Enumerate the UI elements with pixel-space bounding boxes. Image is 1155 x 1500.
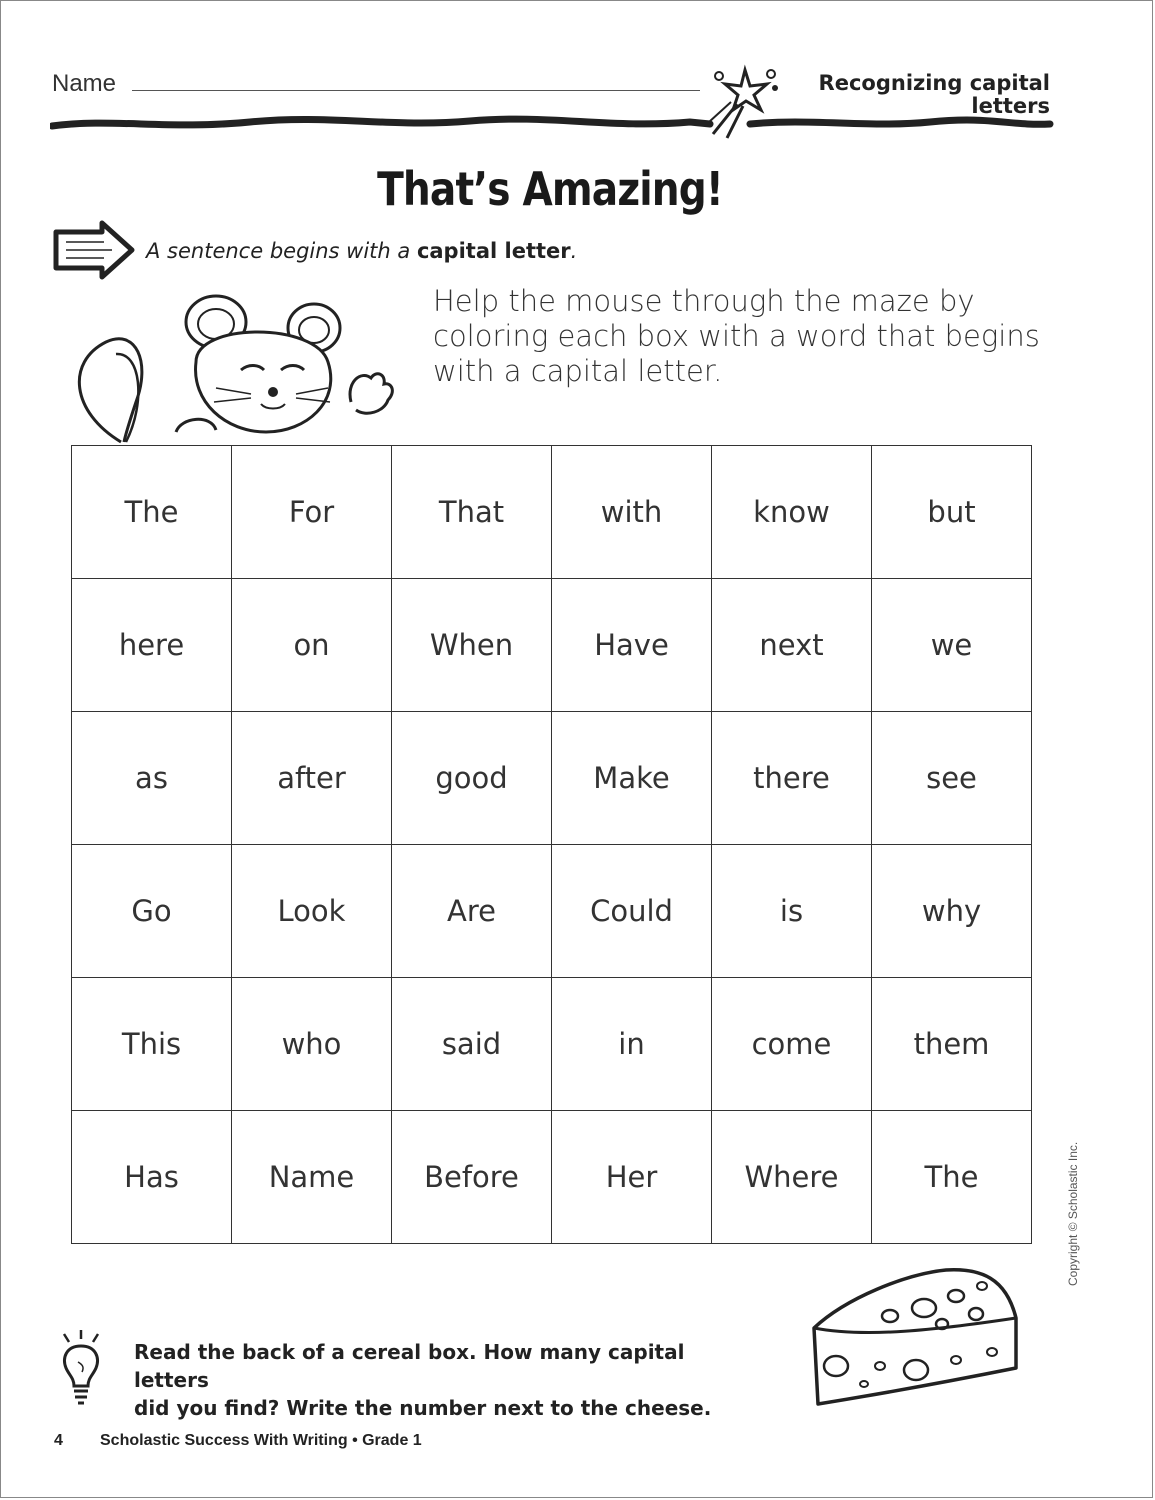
page-title: That’s Amazing! (377, 162, 723, 216)
rule-suffix: . (570, 239, 578, 263)
maze-cell[interactable]: who (232, 978, 392, 1111)
maze-cell[interactable]: When (392, 579, 552, 712)
maze-cell[interactable]: Where (712, 1111, 872, 1244)
maze-cell[interactable]: is (712, 845, 872, 978)
rule-emphasis: capital letter (416, 239, 571, 263)
maze-row (72, 446, 1032, 579)
maze-cell[interactable]: in (552, 978, 712, 1111)
maze-cell[interactable]: but (872, 446, 1032, 579)
maze-cell[interactable]: see (872, 712, 1032, 845)
maze-cell[interactable]: next (712, 579, 872, 712)
maze-cell[interactable]: said (392, 978, 552, 1111)
instructions: Help the mouse through the maze by coloring each box with a word that begins with a capital letter. (433, 284, 1040, 388)
header-divider (50, 112, 1055, 136)
maze-cell[interactable]: we (872, 579, 1032, 712)
maze-row (72, 978, 1032, 1111)
cheese-illustration (806, 1268, 1021, 1408)
maze-cell[interactable]: The (72, 446, 232, 579)
maze-cell[interactable]: know (712, 446, 872, 579)
maze-cell[interactable]: after (232, 712, 392, 845)
home-activity-line: did you find? Write the number next to the cheese. (134, 1396, 712, 1420)
maze-cell[interactable]: Make (552, 712, 712, 845)
maze-cell[interactable]: Are (392, 845, 552, 978)
copyright-notice: Copyright © Scholastic Inc. (1066, 1141, 1080, 1286)
maze-cell[interactable]: with (552, 446, 712, 579)
mouse-illustration (66, 292, 406, 447)
home-activity (134, 1338, 734, 1422)
rule-statement (146, 239, 577, 263)
name-write-line[interactable] (132, 90, 700, 91)
maze-cell[interactable]: on (232, 579, 392, 712)
maze-cell[interactable]: Go (72, 845, 232, 978)
maze-cell[interactable]: come (712, 978, 872, 1111)
maze-cell[interactable]: The (872, 1111, 1032, 1244)
maze-cell[interactable]: Her (552, 1111, 712, 1244)
maze-cell[interactable]: That (392, 446, 552, 579)
maze-row (72, 579, 1032, 712)
maze-cell[interactable]: here (72, 579, 232, 712)
maze-grid (71, 445, 1032, 1244)
maze-cell[interactable]: Has (72, 1111, 232, 1244)
name-label: Name (52, 70, 117, 97)
arrow-icon (52, 220, 136, 280)
maze-cell[interactable]: Look (232, 845, 392, 978)
maze-row (72, 845, 1032, 978)
maze-cell[interactable]: Have (552, 579, 712, 712)
maze-cell[interactable]: Name (232, 1111, 392, 1244)
maze-cell[interactable]: good (392, 712, 552, 845)
maze-row (72, 712, 1032, 845)
maze-cell[interactable]: For (232, 446, 392, 579)
lightbulb-icon (56, 1328, 106, 1408)
maze-cell[interactable]: there (712, 712, 872, 845)
maze-cell[interactable]: Could (552, 845, 712, 978)
topic-label: Recognizing capital letters (818, 71, 1050, 118)
maze-cell[interactable]: why (872, 845, 1032, 978)
home-activity-line: Read the back of a cereal box. How many capital letters (134, 1340, 685, 1392)
maze-cell[interactable]: Before (392, 1111, 552, 1244)
rule-prefix: A sentence begins with a (146, 239, 417, 263)
series-title: Scholastic Success With Writing • Grade 1 (100, 1432, 422, 1449)
maze-cell[interactable]: This (72, 978, 232, 1111)
maze-cell[interactable]: as (72, 712, 232, 845)
maze-row (72, 1111, 1032, 1244)
maze-cell[interactable]: them (872, 978, 1032, 1111)
page-number: 4 (54, 1432, 63, 1449)
